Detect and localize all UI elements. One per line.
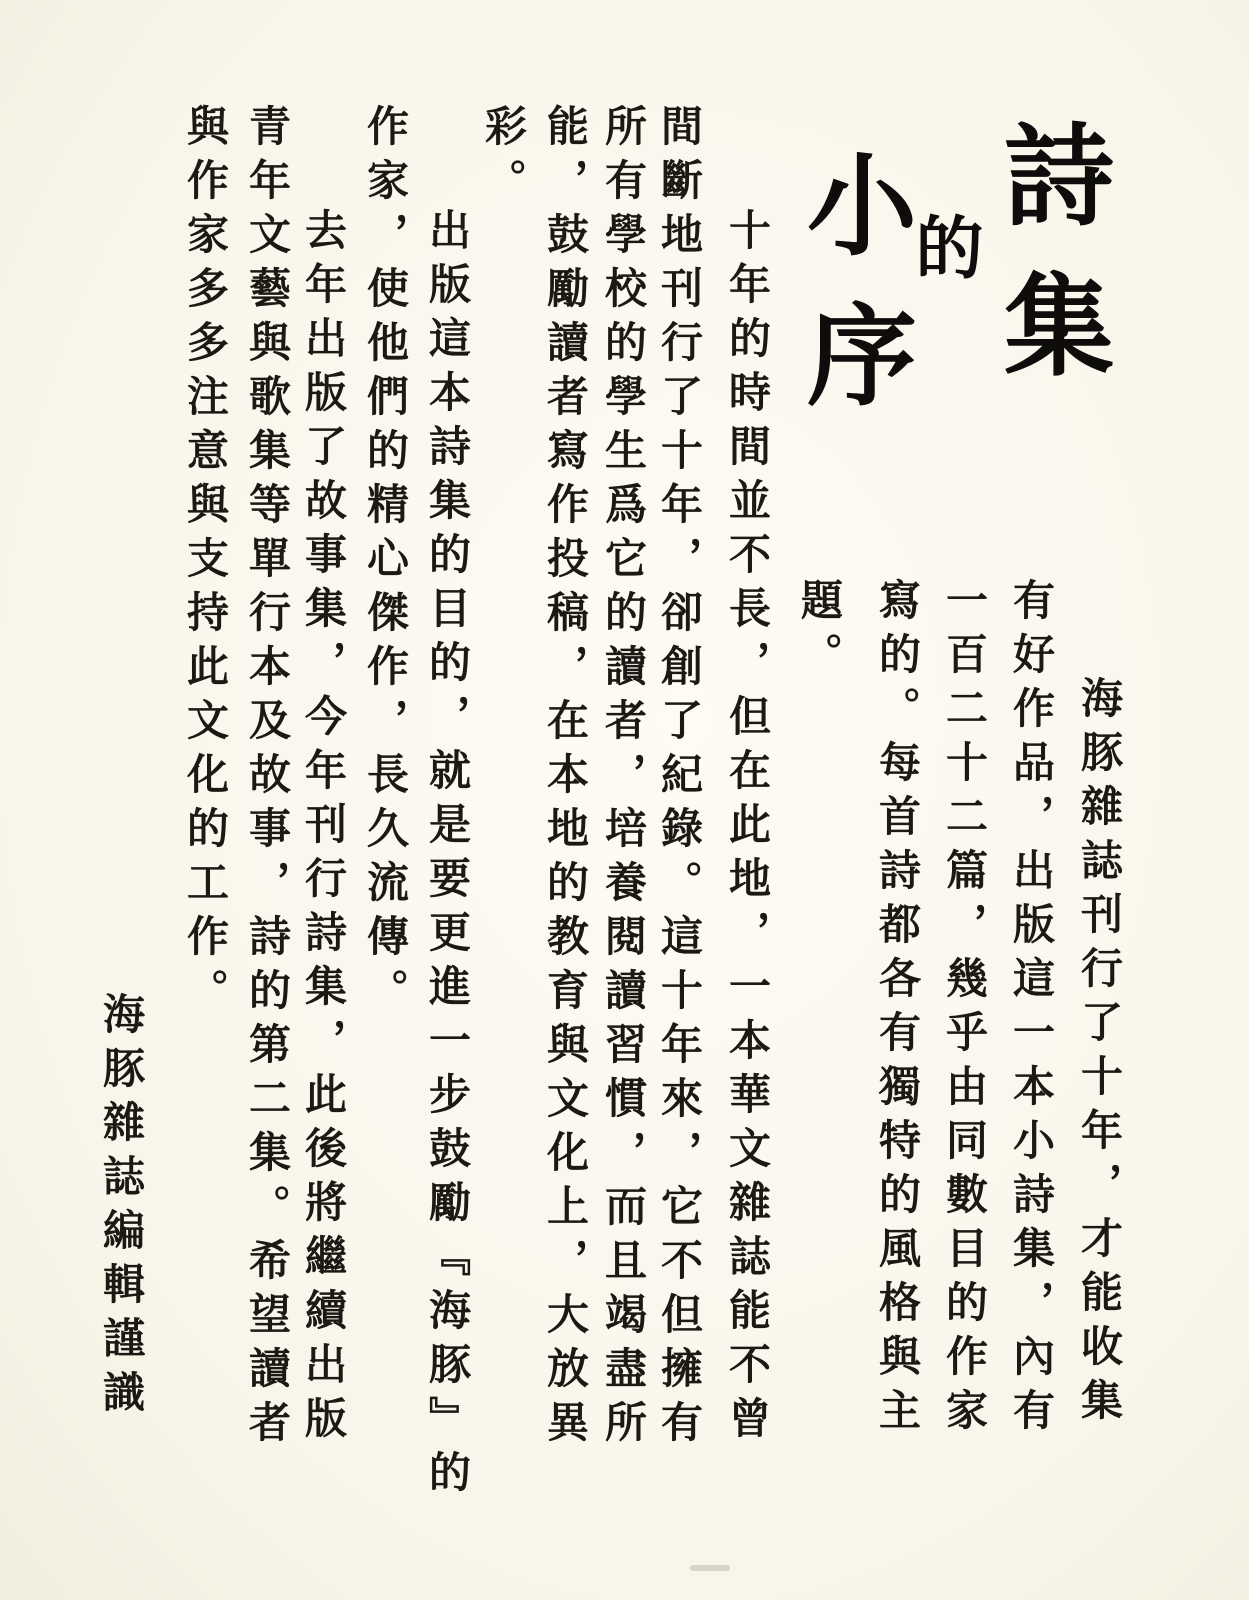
signature: 海豚雜誌編輯謹識 xyxy=(97,992,146,1424)
intro-column-4: 寫的。每首詩都各有獨特的風格與主 xyxy=(873,578,922,1442)
intro-column-1: 海豚雜誌刊行了十年，才能收集 xyxy=(1075,676,1124,1432)
purpose-column-5: 與作家多多注意與支持此文化的工作。 xyxy=(181,104,230,1022)
intro-column-5: 題。 xyxy=(795,578,844,686)
history-column-5: 彩。 xyxy=(479,104,528,212)
history-column-4: 能，鼓勵讀者寫作投稿，在本地的教育與文化上，大放異 xyxy=(541,104,590,1454)
purpose-column-4: 青年文藝與歌集等單行本及故事，詩的第二集。希望讀者 xyxy=(243,104,292,1454)
history-column-2: 間斷地刊行了十年，卻創了紀錄。這十年來，它不但擁有 xyxy=(655,104,704,1454)
history-column-1: 十年的時間並不長，但在此地，一本華文雜誌能不曾 xyxy=(723,208,772,1450)
title-line-2: 小序 xyxy=(789,148,918,448)
title-particle: 的 xyxy=(904,212,984,280)
title-line-1: 詩集 xyxy=(986,118,1115,418)
purpose-column-3: 去年出版了故事集，今年刊行詩集，此後將繼續出版 xyxy=(299,208,348,1450)
paper-mark xyxy=(690,1565,730,1571)
intro-column-3: 一百二十二篇，幾乎由同數目的作家 xyxy=(940,578,989,1442)
purpose-column-1: 出版這本詩集的目的，就是要更進一步鼓勵『海豚』的 xyxy=(423,208,472,1504)
intro-column-2: 有好作品，出版這一本小詩集，內有 xyxy=(1007,578,1056,1442)
purpose-column-2: 作家，使他們的精心傑作，長久流傳。 xyxy=(361,104,410,1022)
history-column-3: 所有學校的學生爲它的讀者，培養閱讀習慣，而且竭盡所 xyxy=(599,104,648,1454)
